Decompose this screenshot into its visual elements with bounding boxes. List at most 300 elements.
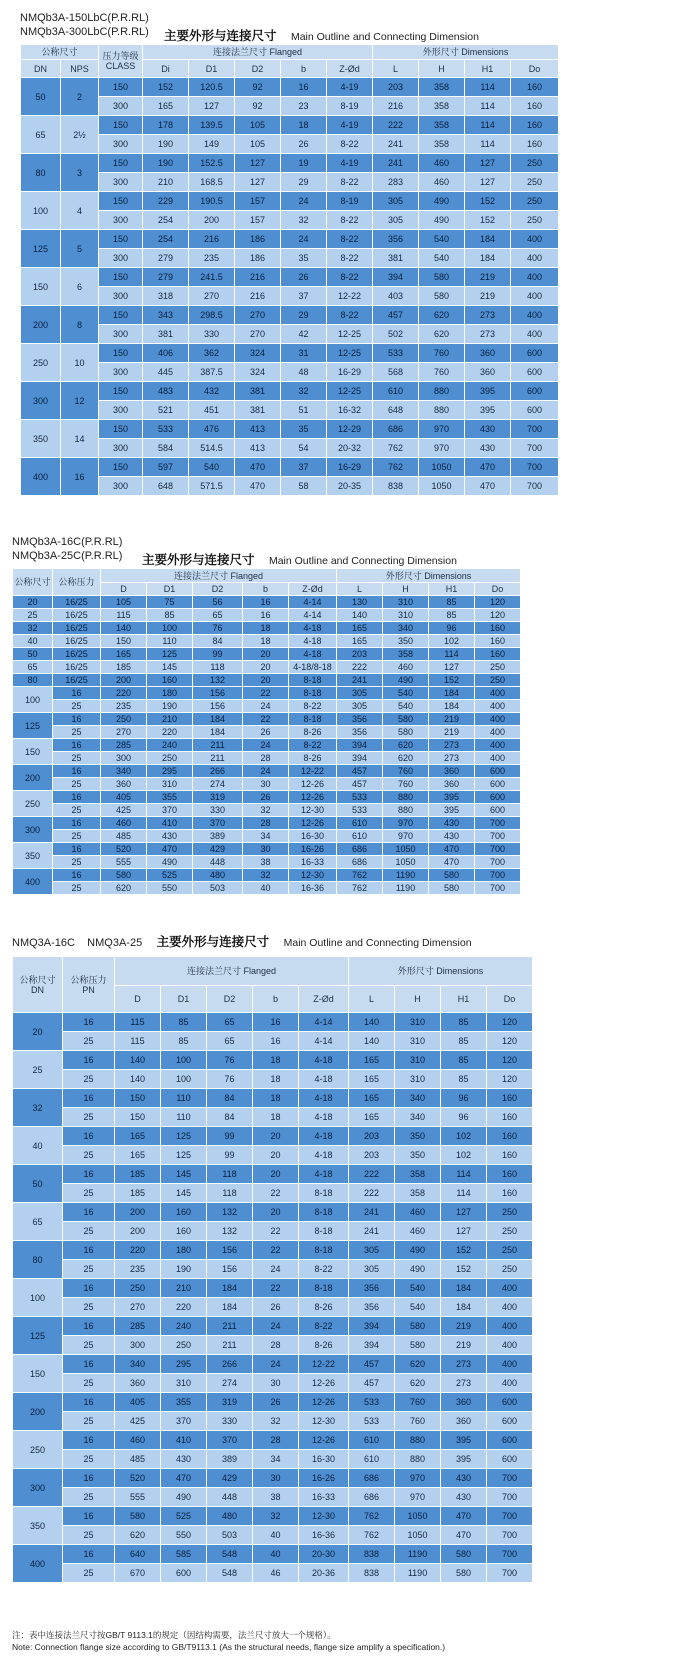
table-cell: 700 [475, 817, 521, 830]
nps-cell: 12 [61, 382, 99, 420]
table-cell: 20 [243, 661, 289, 674]
pn-cell: 16 [63, 1317, 115, 1336]
table-cell: 12-29 [327, 420, 373, 439]
table-cell: 395 [429, 804, 475, 817]
table-cell: 203 [373, 78, 419, 97]
header-col-d1: D1 [161, 986, 207, 1013]
pn-cell: 16/25 [53, 635, 101, 648]
table-cell: 400 [511, 325, 559, 344]
table-cell: 340 [395, 1089, 441, 1108]
table-cell: 600 [511, 382, 559, 401]
table-cell: 1190 [395, 1564, 441, 1583]
header-col-l: L [373, 60, 419, 78]
table-cell: 762 [373, 458, 419, 477]
table-cell: 160 [511, 78, 559, 97]
table-cell: 580 [419, 268, 465, 287]
table-cell: 152 [143, 78, 189, 97]
table-row [13, 674, 567, 687]
table-cell: 18 [243, 622, 289, 635]
section-title-2 [142, 550, 457, 569]
pn-cell: 16 [63, 1089, 115, 1108]
table-cell: 8-18 [299, 1279, 349, 1298]
table-cell: 8-22 [327, 173, 373, 192]
table-cell: 360 [429, 778, 475, 791]
pn-cell: 25 [63, 1260, 115, 1279]
table-cell: 241 [349, 1203, 395, 1222]
table-cell: 4-18 [289, 622, 337, 635]
table-cell: 92 [235, 97, 281, 116]
table-cell: 105 [235, 135, 281, 154]
table-cell: 700 [487, 1526, 533, 1545]
table-cell: 430 [429, 817, 475, 830]
table-cell: 400 [511, 249, 559, 268]
table-cell: 115 [101, 609, 147, 622]
nps-cell: 6 [61, 268, 99, 306]
table-cell: 150 [99, 382, 143, 401]
table-cell: 838 [349, 1545, 395, 1564]
pn-cell: 25 [63, 1070, 115, 1089]
nps-cell: 4 [61, 192, 99, 230]
table-cell: 4-14 [299, 1032, 349, 1051]
dn-cell: 100 [21, 192, 61, 230]
table-cell: 165 [143, 97, 189, 116]
table-cell: 300 [99, 363, 143, 382]
table-cell: 8-18 [299, 1222, 349, 1241]
table-cell: 350 [395, 1127, 441, 1146]
table-cell: 160 [161, 1203, 207, 1222]
pn-cell: 16 [63, 1013, 115, 1032]
table-cell: 8-18 [289, 713, 337, 726]
pn-cell: 25 [53, 830, 101, 843]
table-cell: 160 [147, 674, 193, 687]
table-cell: 470 [441, 1507, 487, 1526]
table-cell: 235 [101, 700, 147, 713]
table-cell: 222 [349, 1184, 395, 1203]
table-cell: 310 [147, 778, 193, 791]
table-cell: 1190 [383, 882, 429, 895]
table-cell: 400 [511, 230, 559, 249]
table-cell: 18 [253, 1108, 299, 1127]
table-cell: 40 [243, 882, 289, 895]
table-cell: 222 [337, 661, 383, 674]
table-cell: 8-18 [289, 674, 337, 687]
dn-cell: 125 [13, 713, 53, 739]
table-row [21, 458, 559, 477]
table-row [13, 778, 567, 791]
table-cell: 12-26 [299, 1393, 349, 1412]
table-cell: 597 [143, 458, 189, 477]
table-cell: 502 [373, 325, 419, 344]
table-cell: 700 [487, 1488, 533, 1507]
table-cell: 152.5 [189, 154, 235, 173]
table-cell: 451 [189, 401, 235, 420]
table-cell: 12-30 [299, 1412, 349, 1431]
table-cell: 389 [193, 830, 243, 843]
table-cell: 250 [487, 1241, 533, 1260]
table-cell: 250 [511, 211, 559, 230]
table-cell: 700 [475, 856, 521, 869]
table-cell: 32 [281, 211, 327, 230]
table-cell: 110 [161, 1108, 207, 1127]
table-cell: 540 [383, 687, 429, 700]
dn-cell: 20 [13, 596, 53, 609]
section-class-table [0, 0, 680, 520]
pn-cell: 16 [63, 1051, 115, 1070]
table-cell: 580 [429, 882, 475, 895]
table-row [13, 1412, 571, 1431]
table-cell: 250 [511, 154, 559, 173]
table-cell: 30 [243, 778, 289, 791]
table-cell: 160 [511, 97, 559, 116]
table-cell: 620 [101, 882, 147, 895]
dn-cell: 65 [13, 661, 53, 674]
table-cell: 152 [429, 674, 475, 687]
table-cell: 150 [99, 344, 143, 363]
table-cell: 150 [115, 1089, 161, 1108]
table-cell: 395 [465, 382, 511, 401]
table-row [13, 635, 567, 648]
table-cell: 32 [243, 869, 289, 882]
table-cell: 132 [207, 1203, 253, 1222]
table-cell: 24 [281, 192, 327, 211]
table-cell: 470 [161, 1469, 207, 1488]
table-row [13, 1393, 571, 1412]
table-cell: 762 [349, 1507, 395, 1526]
table-cell: 211 [207, 1317, 253, 1336]
table-row [13, 882, 567, 895]
table-cell: 145 [161, 1184, 207, 1203]
table-cell: 340 [115, 1355, 161, 1374]
pn-cell: 16 [53, 817, 101, 830]
table-cell: 4-18 [299, 1127, 349, 1146]
table-row [13, 830, 567, 843]
table-cell: 48 [281, 363, 327, 382]
table-cell: 165 [349, 1051, 395, 1070]
table-cell: 127 [429, 661, 475, 674]
table-cell: 580 [395, 1336, 441, 1355]
table-cell: 222 [373, 116, 419, 135]
table-cell: 520 [101, 843, 147, 856]
table-cell: 4-14 [289, 596, 337, 609]
table-cell: 514.5 [189, 439, 235, 458]
table-cell: 1050 [395, 1526, 441, 1545]
table-cell: 584 [143, 439, 189, 458]
table-row [21, 344, 559, 363]
table-cell: 400 [475, 713, 521, 726]
table-cell: 127 [465, 173, 511, 192]
table-cell: 168.5 [189, 173, 235, 192]
table-cell: 120.5 [189, 78, 235, 97]
table-cell: 470 [235, 458, 281, 477]
table-cell: 250 [487, 1222, 533, 1241]
table-cell: 355 [147, 791, 193, 804]
table-cell: 300 [99, 287, 143, 306]
table-cell: 457 [337, 765, 383, 778]
nps-cell: 14 [61, 420, 99, 458]
table-cell: 26 [253, 1393, 299, 1412]
table-cell: 219 [465, 268, 511, 287]
table-cell: 571.5 [189, 477, 235, 496]
table-cell: 600 [511, 344, 559, 363]
table-cell: 16 [243, 609, 289, 622]
table-cell: 150 [99, 306, 143, 325]
table-cell: 211 [207, 1336, 253, 1355]
dn-cell: 250 [21, 344, 61, 382]
table-cell: 157 [235, 211, 281, 230]
pn-cell: 16 [53, 869, 101, 882]
table-cell: 20 [243, 648, 289, 661]
nps-cell: 5 [61, 230, 99, 268]
pn-cell: 25 [53, 778, 101, 791]
table-cell: 381 [235, 401, 281, 420]
table-cell: 686 [373, 420, 419, 439]
table-row [13, 1165, 571, 1184]
table-cell: 165 [349, 1070, 395, 1089]
table-cell: 600 [487, 1412, 533, 1431]
table-row [13, 817, 567, 830]
table-row [21, 420, 559, 439]
table-cell: 156 [193, 687, 243, 700]
dn-cell: 300 [13, 1469, 63, 1507]
table-cell: 360 [441, 1393, 487, 1412]
table-cell: 150 [99, 78, 143, 97]
table-cell: 12-22 [289, 765, 337, 778]
table-cell: 12-26 [299, 1374, 349, 1393]
table-cell: 610 [349, 1450, 395, 1469]
table-cell: 400 [511, 306, 559, 325]
table-cell: 310 [383, 609, 429, 622]
table-cell: 30 [243, 843, 289, 856]
table-cell: 310 [395, 1070, 441, 1089]
table-cell: 150 [101, 635, 147, 648]
table-cell: 24 [243, 765, 289, 778]
table-cell: 8-26 [289, 752, 337, 765]
table-cell: 580 [395, 1317, 441, 1336]
model-line-2: NMQb3A-300LbC(P.R.RL) [20, 26, 149, 38]
table-cell: 540 [395, 1279, 441, 1298]
table-cell: 16-29 [327, 363, 373, 382]
dn-cell: 300 [13, 817, 53, 843]
table-cell: 406 [143, 344, 189, 363]
pn-cell: 16 [63, 1279, 115, 1298]
table-cell: 203 [349, 1146, 395, 1165]
table-row [13, 1260, 571, 1279]
table-cell: 12-30 [289, 804, 337, 817]
dn-cell: 400 [13, 869, 53, 895]
table-cell: 184 [207, 1298, 253, 1317]
header-col-di: Di [143, 60, 189, 78]
table-row [21, 287, 559, 306]
table-cell: 85 [429, 609, 475, 622]
table-cell: 24 [253, 1260, 299, 1279]
table-cell: 343 [143, 306, 189, 325]
table-cell: 184 [465, 230, 511, 249]
table-row [13, 700, 567, 713]
table-cell: 132 [207, 1222, 253, 1241]
table-cell: 395 [441, 1450, 487, 1469]
table-cell: 85 [161, 1013, 207, 1032]
table-cell: 400 [475, 700, 521, 713]
table-cell: 219 [429, 713, 475, 726]
dn-cell: 350 [13, 843, 53, 869]
table-cell: 200 [189, 211, 235, 230]
table-cell: 270 [235, 306, 281, 325]
table-cell: 28 [243, 752, 289, 765]
table-cell: 490 [395, 1241, 441, 1260]
table-row [21, 306, 559, 325]
table-cell: 8-19 [327, 97, 373, 116]
table-cell: 150 [99, 420, 143, 439]
table-cell: 150 [115, 1108, 161, 1127]
pn-cell: 16/25 [53, 648, 101, 661]
dn-cell: 100 [13, 1279, 63, 1317]
table-cell: 8-22 [289, 700, 337, 713]
table-cell: 156 [193, 700, 243, 713]
table-cell: 26 [243, 726, 289, 739]
table-cell: 96 [429, 622, 475, 635]
table-cell: 152 [465, 211, 511, 230]
table-cell: 521 [143, 401, 189, 420]
table-cell: 274 [193, 778, 243, 791]
table-cell: 305 [337, 700, 383, 713]
pn-cell: 25 [63, 1336, 115, 1355]
table-cell: 219 [441, 1317, 487, 1336]
table-cell: 160 [487, 1089, 533, 1108]
table-cell: 160 [475, 622, 521, 635]
table-cell: 200 [101, 674, 147, 687]
table-cell: 8-22 [327, 306, 373, 325]
table-cell: 12-30 [289, 869, 337, 882]
table-cell: 180 [147, 687, 193, 700]
table-cell: 305 [373, 192, 419, 211]
table-cell: 762 [337, 882, 383, 895]
table-cell: 395 [441, 1431, 487, 1450]
table-cell: 548 [207, 1564, 253, 1583]
table-cell: 533 [143, 420, 189, 439]
table-cell: 140 [349, 1032, 395, 1051]
pn-cell: 16 [53, 739, 101, 752]
table-cell: 880 [395, 1450, 441, 1469]
table-cell: 285 [115, 1317, 161, 1336]
table-cell: 132 [193, 674, 243, 687]
table-cell: 880 [419, 382, 465, 401]
table-cell: 470 [429, 843, 475, 856]
table-cell: 102 [441, 1146, 487, 1165]
table-cell: 22 [243, 713, 289, 726]
table-cell: 24 [281, 230, 327, 249]
table-cell: 156 [207, 1260, 253, 1279]
table-cell: 460 [101, 817, 147, 830]
table-row [13, 1374, 571, 1393]
table-cell: 360 [429, 765, 475, 778]
table-row [13, 1203, 571, 1222]
pn-cell: 16 [63, 1355, 115, 1374]
table-row [13, 1355, 571, 1374]
header-flanged: 连接法兰尺寸 Flanged [101, 569, 337, 583]
table-cell: 760 [383, 765, 429, 778]
table-cell: 38 [253, 1488, 299, 1507]
table-cell: 370 [147, 804, 193, 817]
table-cell: 319 [207, 1393, 253, 1412]
dn-cell: 200 [13, 765, 53, 791]
table-cell: 127 [235, 173, 281, 192]
header-col-zd: Z-Ød [299, 986, 349, 1013]
table-cell: 533 [349, 1412, 395, 1431]
header-nps: NPS [61, 60, 99, 78]
table-cell: 700 [475, 830, 521, 843]
table-cell: 127 [235, 154, 281, 173]
table-cell: 165 [115, 1146, 161, 1165]
table-cell: 240 [161, 1317, 207, 1336]
table-cell: 600 [487, 1393, 533, 1412]
table-cell: 180 [161, 1241, 207, 1260]
table-cell: 184 [193, 726, 243, 739]
table-row [21, 382, 559, 401]
table-cell: 211 [193, 739, 243, 752]
table-cell: 216 [373, 97, 419, 116]
dn-cell: 350 [13, 1507, 63, 1545]
table-cell: 203 [337, 648, 383, 661]
dn-cell: 250 [13, 1431, 63, 1469]
table-cell: 686 [337, 843, 383, 856]
table-cell: 165 [337, 635, 383, 648]
table-cell: 403 [373, 287, 419, 306]
table-cell: 184 [465, 249, 511, 268]
header-col-b: b [281, 60, 327, 78]
table-cell: 580 [115, 1507, 161, 1526]
table-cell: 22 [253, 1279, 299, 1298]
table-cell: 970 [419, 420, 465, 439]
table-cell: 203 [349, 1127, 395, 1146]
pn-cell: 16 [63, 1165, 115, 1184]
table-cell: 270 [189, 287, 235, 306]
table-cell: 300 [99, 477, 143, 496]
dn-cell: 32 [13, 1089, 63, 1127]
pn-cell: 16/25 [53, 674, 101, 687]
table-cell: 219 [441, 1336, 487, 1355]
header-dn: DN [21, 60, 61, 78]
table-cell: 266 [207, 1355, 253, 1374]
table-cell: 140 [337, 609, 383, 622]
table-row [21, 116, 559, 135]
pn-cell: 25 [63, 1488, 115, 1507]
table-cell: 184 [429, 687, 475, 700]
table-cell: 8-22 [327, 268, 373, 287]
table-cell: 525 [147, 869, 193, 882]
table-cell: 28 [243, 817, 289, 830]
table-cell: 37 [281, 458, 327, 477]
table-cell: 360 [465, 344, 511, 363]
table-cell: 400 [511, 268, 559, 287]
table-cell: 8-22 [289, 739, 337, 752]
table-cell: 54 [281, 439, 327, 458]
table-cell: 503 [193, 882, 243, 895]
table-cell: 102 [429, 635, 475, 648]
table-row [13, 1146, 571, 1165]
table-cell: 340 [101, 765, 147, 778]
table-cell: 600 [511, 363, 559, 382]
table-cell: 118 [193, 661, 243, 674]
table-cell: 22 [253, 1184, 299, 1203]
table-cell: 700 [511, 477, 559, 496]
table-row [13, 726, 567, 739]
table-cell: 457 [373, 306, 419, 325]
header-class: 压力等级 CLASS [99, 45, 143, 78]
table-cell: 150 [99, 154, 143, 173]
table-row [13, 1431, 571, 1450]
table-row [13, 1184, 571, 1203]
table-cell: 12-26 [289, 791, 337, 804]
